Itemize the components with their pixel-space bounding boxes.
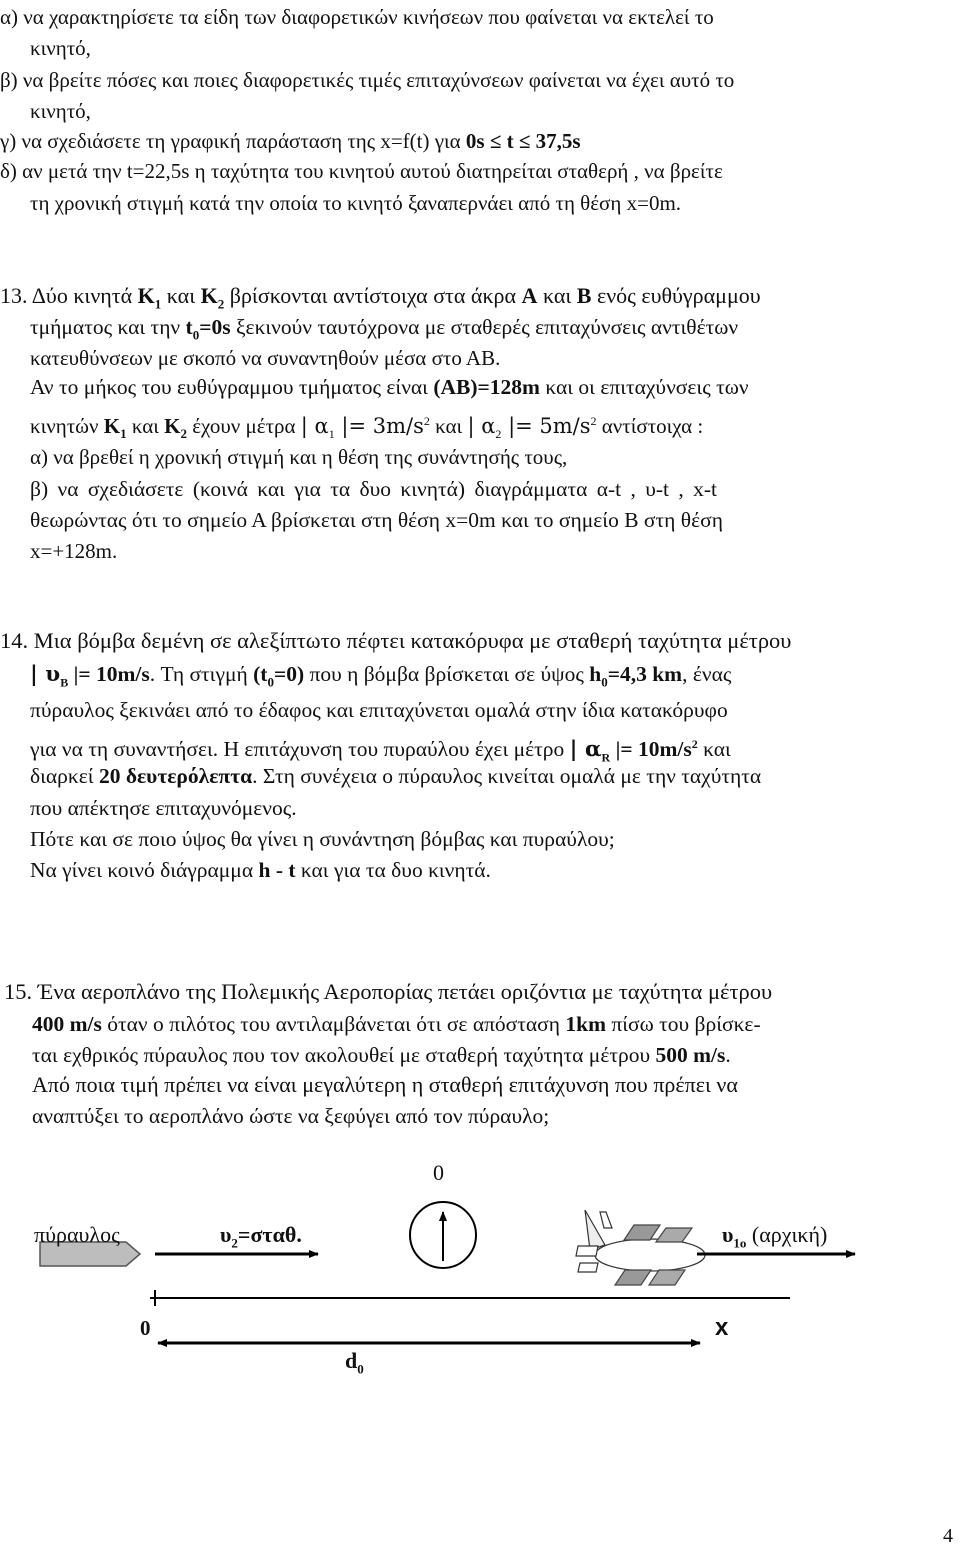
problem-13-line: 13. Δύο κινητά $K_1$ και $K_2$ βρίσκονται αντίστοιχα στα άκρα Α και Β ενός ευθύγραμμου [0,283,761,312]
problem-13-line: κινητών $K_1$ και $K_2$ έχουν μέτρα | $\alpha_1$ |= $3m/s^2$ και | $\alpha_2$ |= $5m/s^2$ αντίστοιχα : [30,414,704,442]
problem-14-line: | $\upsilon_B$ |= 10m/s. Τη στιγμή $(t_0=0)$ που η βόμβα βρίσκεται σε ύψος $h_0=4,3$ km, ένας [30,662,732,690]
problem-15-line: Από ποια τιμή πρέπει να είναι μεγαλύτερη η σταθερή επιτάχυνση που πρέπει να [32,1072,738,1097]
d0-label: $d_0$ [345,1348,364,1377]
problem-14-line: διαρκεί 20 δευτερόλεπτα. Στη συνέχεια ο πύραυλος κινείται ομαλά με την ταχύτητα [30,764,762,788]
problem-15-line: 15. Ένα αεροπλάνο της Πολεμικής Αεροπορίας πετάει οριζόντια με ταχύτητα μέτρου [4,979,773,1004]
figure-drawing [0,1150,960,1400]
problem-13-line: Αν το μήκος του ευθύγραμμου τμήματος είναι (ΑΒ)=128m και οι επιταχύνσεις των [30,375,749,399]
text-line: κινητό, [30,36,91,60]
v1-label: $\upsilon_{1o}$ (αρχική) [722,1222,828,1251]
problem-13-line: x=+128m. [30,539,118,563]
figure [0,1150,960,1400]
problem-15-line: αναπτύξει το αεροπλάνο ώστε να ξεφύγει από τον πύραυλο; [32,1104,550,1128]
v2-label: $\upsilon_2=\sigma\tau\alpha\theta$. [220,1222,302,1251]
airplane-shape [576,1210,705,1285]
problem-13-line: κατευθύνσεων με σκοπό να συναντηθούν μέσα στο ΑΒ. [30,346,501,370]
origin-label: 0 [140,1316,151,1340]
problem-13-line: θεωρώντας ότι το σημείο Α βρίσκεται στη θέση x=0m και το σημείο Β στη θέση [30,508,723,532]
text-line: α) να χαρακτηρίσετε τα είδη των διαφορετικών κινήσεων που φαίνεται να εκτελεί το [0,5,714,29]
problem-14-line: Να γίνει κοινό διάγραμμα h - t και για τα δυο κινητά. [30,858,491,882]
compass-label: 0 [433,1160,444,1185]
compass-icon [410,1202,476,1268]
page-number: 4 [943,1525,953,1547]
problem-14-line: 14. Μια βόμβα δεμένη σε αλεξίπτωτο πέφτει κατακόρυφα με σταθερή ταχύτητα μέτρου [0,628,792,653]
text-line: κινητό, [30,99,91,123]
problem-14-line: για να τη συναντήσει. Η επιτάχυνση του πυραύλου έχει μέτρο | $\alpha_R$ |= $10m/s^2$ και [30,737,731,765]
text-line: δ) αν μετά την t=22,5s η ταχύτητα του κινητού αυτού διατηρείται σταθερή , να βρείτε [0,159,723,183]
text-line: γ) να σχεδιάσετε τη γραφική παράσταση της x=f(t) για 0s ≤ t ≤ 37,5s [0,129,581,153]
problem-14-line: Πότε και σε ποιο ύψος θα γίνει η συνάντηση βόμβας και πυραύλου; [30,827,615,851]
problem-13-line: τμήματος και την $t_0=0s$ ξεκινούν ταυτόχρονα με σταθερές επιταχύνσεις αντιθέτων [30,315,739,343]
rocket-label: πύραυλος [34,1222,120,1247]
problem-13-line: β) να σχεδιάσετε (κοινά και για τα δυο κινητά) διαγράμματα α-t , υ-t , x-t [30,477,718,501]
problem-13-line: α) να βρεθεί η χρονική στιγμή και η θέση της συνάντησής τους, [30,445,568,469]
problem-14-line: που απέκτησε επιταχυνόμενος. [30,796,297,820]
problem-15-line: 400 m/s όταν ο πιλότος του αντιλαμβάνεται ότι σε απόσταση 1km πίσω του βρίσκε- [32,1012,761,1036]
x-axis-label: x [715,1314,729,1341]
text-line: β) να βρείτε πόσες και ποιες διαφορετικές τιμές επιταχύνσεων φαίνεται να έχει αυτό το [0,68,735,92]
problem-15-line: ται εχθρικός πύραυλος που τον ακολουθεί με σταθερή ταχύτητα μέτρου 500 m/s. [32,1043,731,1067]
problem-14-line: πύραυλος ξεκινάει από το έδαφος και επιταχύνεται ομαλά στην ίδια κατακόρυφο [30,698,728,722]
text-line: τη χρονική στιγμή κατά την οποία το κινητό ξαναπερνάει από τη θέση x=0m. [30,191,682,215]
